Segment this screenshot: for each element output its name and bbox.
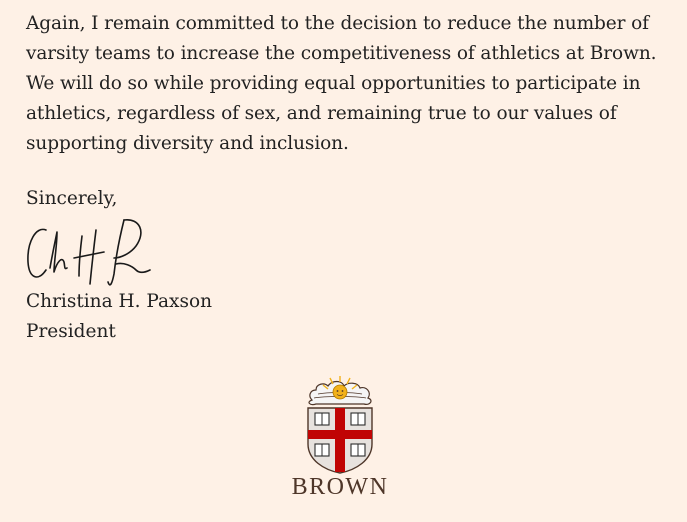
brown-university-shield-icon <box>304 372 376 474</box>
letter-closing: Sincerely, <box>26 188 118 209</box>
brown-logo <box>285 372 395 502</box>
signer-name: Christina H. Paxson <box>26 291 213 312</box>
signer-title: President <box>26 321 116 342</box>
signature-icon <box>24 212 154 290</box>
letter-paragraph: Again, I remain committed to the decision to reduce the number of varsity teams to increase the competitiveness of athletics at Brown. We will do so while providing equal opportunities to participate in athletics, regardless of sex, and remaining true to our values of supporting diversity and inclusion. <box>26 13 657 154</box>
brown-wordmark: BROWN <box>291 474 389 500</box>
